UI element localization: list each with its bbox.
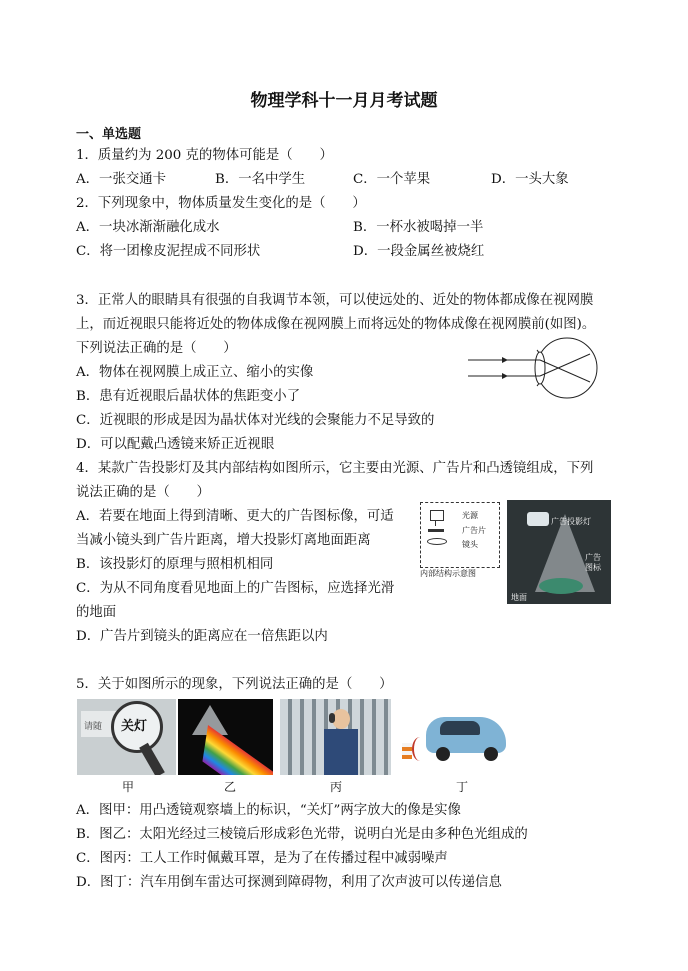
caption-bing: 丙 (330, 780, 343, 794)
q1-stem: 1．质量约为 200 克的物体可能是（ ） (76, 148, 333, 163)
q4-option-d: D．广告片到镜头的距离应在一倍焦距以内 (76, 629, 328, 644)
spectrum-band (202, 725, 273, 775)
q5-option-d: D．图丁：汽车用倒车雷达可探测到障碍物，利用了次声波可以传递信息 (76, 875, 502, 890)
photo-ding-car (396, 699, 512, 775)
photo-jia-magnifier (77, 699, 176, 775)
label-light-source: 光源 (462, 511, 478, 520)
worker-body (324, 729, 358, 775)
q3-option-d: D．可以配戴凸透镜来矫正近视眼 (76, 437, 275, 452)
q4-option-a-line2: 当减小镜头到广告片距离，增大投影灯离地面距离 (76, 533, 371, 548)
label-ad: 广告 (585, 553, 601, 562)
q2-option-b: B．一杯水被喝掉一半 (353, 220, 484, 235)
light-source-box (430, 510, 444, 521)
caption-yi: 乙 (224, 780, 237, 794)
q4-option-c-line2: 的地面 (76, 605, 117, 620)
sign-left-text: 请随 (84, 722, 103, 732)
q5-option-a: A．图甲：用凸透镜观察墙上的标识，“关灯”两字放大的像是实像 (76, 803, 461, 818)
q3-option-a: A．物体在视网膜上成正立、缩小的实像 (76, 365, 314, 380)
q3-stem-line2: 上，而近视眼只能将近处的物体成像在视网膜上而将远处的物体成像在视网膜前(如图)。 (76, 317, 596, 332)
myopia-eye-diagram (462, 336, 612, 400)
q2-stem: 2．下列现象中，物体质量发生变化的是（ ） (76, 196, 366, 211)
q4-option-a-line1: A．若要在地面上得到清晰、更大的广告图标像，可适 (76, 509, 394, 524)
q2-option-d: D．一段金属丝被烧红 (353, 244, 485, 259)
earmuff-icon (329, 713, 335, 723)
q1-option-b: B．一名中学生 (215, 172, 306, 187)
photo-bing-worker (280, 699, 391, 775)
q2-option-a: A．一块冰渐渐融化成水 (76, 220, 220, 235)
q1-option-c: C．一个苹果 (353, 172, 431, 187)
ad-icon-spot (539, 578, 583, 594)
radar-wave-icon (412, 737, 428, 761)
page-title: 物理学科十一月月考试题 (250, 91, 438, 111)
label-icon: 图标 (585, 563, 601, 572)
q3-stem-line1: 3．正常人的眼睛具有很强的自我调节本领，可以使远处的、近处的物体都成像在视网膜 (76, 293, 594, 308)
q3-option-b: B．患有近视眼后晶状体的焦距变小了 (76, 389, 301, 404)
q5-option-b: B．图乙：太阳光经过三棱镜后形成彩色光带，说明白光是由多种色光组成的 (76, 827, 528, 842)
q4-stem-line2: 说法正确的是（ ） (76, 485, 210, 500)
caption-jia: 甲 (122, 780, 135, 794)
q3-option-c: C．近视眼的形成是因为晶状体对光线的会聚能力不足导致的 (76, 413, 435, 428)
q1-option-a: A．一张交通卡 (76, 172, 167, 187)
sign-text: 关灯 (121, 719, 148, 734)
obstacle-cone (402, 743, 412, 759)
film-bar (428, 529, 444, 532)
q1-option-d: D．一头大象 (491, 172, 569, 187)
q5-option-c: C．图丙：工人工作时佩戴耳罩，是为了在传播过程中减弱噪声 (76, 851, 448, 866)
label-ground: 地面 (511, 593, 527, 602)
label-film: 广告片 (462, 526, 486, 535)
q3-stem-line3: 下列说法正确的是（ ） (76, 341, 237, 356)
section-heading: 一、单选题 (76, 127, 142, 142)
photo-yi-prism (178, 699, 273, 775)
structure-caption: 内部结构示意图 (420, 569, 476, 578)
q2-option-c: C．将一团橡皮泥捏成不同形状 (76, 244, 261, 259)
lamp-icon (527, 512, 549, 526)
label-lamp: 广告投影灯 (551, 517, 591, 526)
label-lens: 镜头 (462, 540, 478, 549)
caption-ding: 丁 (456, 780, 469, 794)
q5-stem: 5．关于如图所示的现象，下列说法正确的是（ ） (76, 677, 393, 692)
q4-option-b: B．该投影灯的原理与照相机相同 (76, 557, 274, 572)
lens-shape (427, 538, 447, 545)
projector-structure-diagram (418, 500, 504, 580)
q4-stem-line1: 4．某款广告投影灯及其内部结构如图所示，它主要由光源、广告片和凸透镜组成，下列 (76, 461, 594, 476)
projector-photo (507, 500, 611, 604)
q4-option-c-line1: C．为从不同角度看见地面上的广告图标，应选择光滑 (76, 581, 395, 596)
